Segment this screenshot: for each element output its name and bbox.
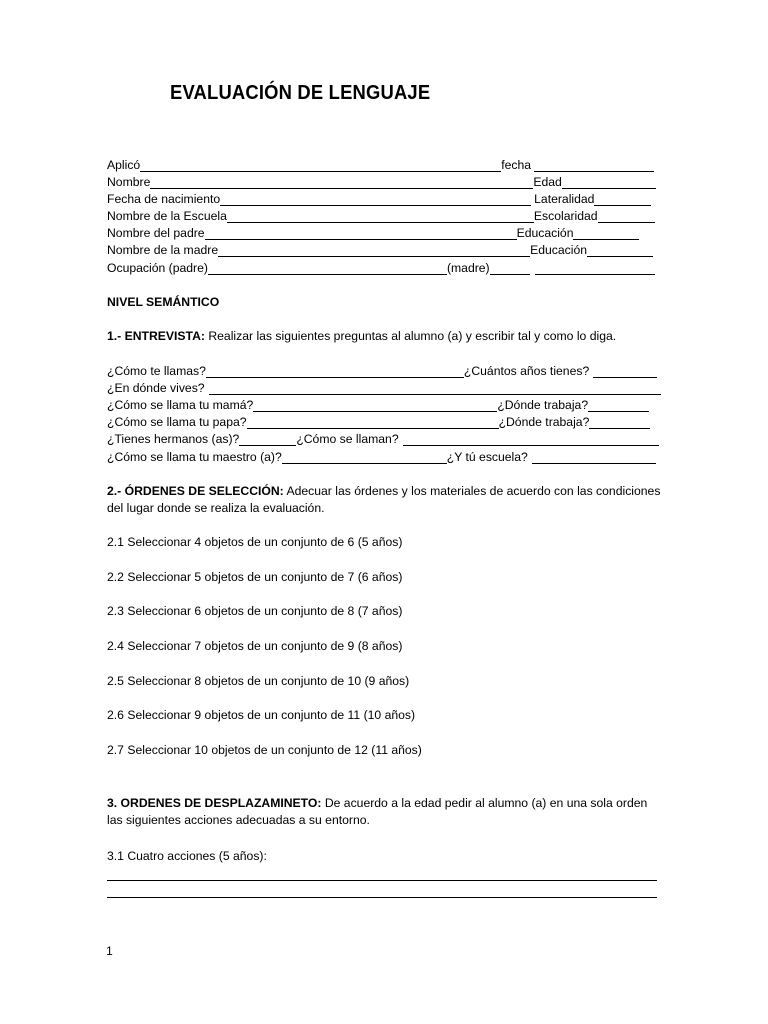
seleccion-item: 2.7 Seleccionar 10 objetos de un conjunto de 12 (11 años) — [107, 743, 422, 757]
interview-row-5 — [107, 429, 659, 446]
seleccion-label: 2.- ÓRDENES DE SELECCIÓN: — [107, 484, 284, 498]
ocupacion-madre-label: (madre) — [446, 261, 490, 275]
edad-label: Edad — [533, 175, 562, 189]
q-hermanos-field[interactable] — [239, 433, 296, 446]
fecha-nacimiento-label: Fecha de nacimiento — [107, 192, 221, 206]
q-nombre: ¿Cómo te llamas? — [107, 364, 206, 378]
fecha-field[interactable] — [534, 159, 654, 172]
nombre-label: Nombre — [107, 175, 151, 189]
interview-row-3 — [107, 395, 649, 412]
desplazamiento-instructions — [107, 795, 663, 829]
answer-line-1[interactable] — [107, 880, 657, 881]
fecha-nacimiento-field[interactable] — [220, 193, 531, 206]
page-title: EVALUACIÓN DE LENGUAJE — [170, 82, 431, 104]
q-maestro-field[interactable] — [282, 451, 447, 464]
entrevista-text: Realizar las siguientes preguntas al alumno (a) y escribir tal y como lo diga. — [204, 329, 617, 343]
q-hermanos-nombres: ¿Cómo se llaman? — [296, 432, 399, 446]
nombre-field[interactable] — [150, 176, 533, 189]
edad-field[interactable] — [562, 176, 656, 189]
ocupacion-madre-field[interactable] — [490, 262, 530, 275]
seleccion-item: 2.5 Seleccionar 8 objetos de un conjunto de 10 (9 años) — [107, 674, 410, 688]
q-mama-trabajo: ¿Dónde trabaja? — [497, 398, 589, 412]
escuela-field[interactable] — [227, 210, 534, 223]
form-row-nombre — [107, 172, 656, 189]
q-mama: ¿Cómo se llama tu mamá? — [107, 398, 254, 412]
interview-row-4 — [107, 412, 650, 429]
interview-row-1 — [107, 361, 657, 378]
padre-field[interactable] — [205, 227, 517, 240]
padre-label: Nombre del padre — [107, 226, 205, 240]
seleccion-item: 2.6 Seleccionar 9 objetos de un conjunto de 11 (10 años) — [107, 708, 416, 722]
ocupacion-madre-field-2[interactable] — [535, 262, 655, 275]
form-row-aplico — [107, 155, 654, 172]
educacion-madre-label: Educación — [530, 243, 588, 257]
madre-label: Nombre de la madre — [107, 243, 219, 257]
educacion-padre-label: Educación — [516, 226, 574, 240]
desplazamiento-label: 3. ORDENES DE DESPLAZAMINETO: — [107, 796, 322, 810]
interview-row-6 — [107, 447, 656, 464]
interview-row-2 — [107, 378, 661, 395]
entrevista-label: 1.- ENTREVISTA: — [107, 329, 205, 343]
q-papa-field[interactable] — [247, 416, 499, 429]
seleccion-item: 2.2 Seleccionar 5 objetos de un conjunto de 7 (6 años) — [107, 570, 403, 584]
desplazamiento-text: De acuerdo a la edad pedir al alumno (a) en una sola orden las siguientes acciones adecuadas a su entorno. — [107, 796, 648, 827]
seleccion-instructions — [107, 483, 663, 517]
answer-line-2[interactable] — [107, 897, 657, 898]
escolaridad-label: Escolaridad — [533, 209, 598, 223]
q-mama-field[interactable] — [253, 399, 497, 412]
page-number: 1 — [106, 944, 113, 958]
q-escuela: ¿Y tú escuela? — [446, 450, 528, 464]
educacion-padre-field[interactable] — [573, 227, 639, 240]
form-row-nacimiento — [107, 189, 651, 206]
seleccion-item: 2.4 Seleccionar 7 objetos de un conjunto de 9 (8 años) — [107, 639, 403, 653]
lateralidad-label: Lateralidad — [534, 192, 595, 206]
form-row-padre — [107, 223, 639, 240]
q-hermanos-nombres-field[interactable] — [403, 433, 659, 446]
desplazamiento-item: 3.1 Cuatro acciones (5 años): — [107, 849, 267, 863]
aplico-label: Aplicó — [107, 158, 141, 172]
q-papa-trabajo: ¿Dónde trabaja? — [498, 415, 590, 429]
seleccion-text: Adecuar las órdenes y los materiales de acuerdo con las condiciones del lugar donde se realiza la evaluación. — [107, 484, 661, 515]
q-maestro: ¿Cómo se llama tu maestro (a)? — [107, 450, 282, 464]
seleccion-item: 2.3 Seleccionar 6 objetos de un conjunto de 8 (7 años) — [107, 604, 403, 618]
lateralidad-field[interactable] — [594, 193, 651, 206]
aplico-field[interactable] — [140, 159, 501, 172]
q-mama-trabajo-field[interactable] — [588, 399, 649, 412]
form-row-madre — [107, 240, 653, 257]
madre-field[interactable] — [218, 244, 530, 257]
q-vives: ¿En dónde vives? — [107, 381, 205, 395]
q-vives-field[interactable] — [209, 382, 661, 395]
q-escuela-field[interactable] — [532, 451, 656, 464]
educacion-madre-field[interactable] — [587, 244, 653, 257]
ocupacion-padre-field[interactable] — [208, 262, 447, 275]
q-papa-trabajo-field[interactable] — [589, 416, 650, 429]
ocupacion-padre-label: Ocupación (padre) — [107, 261, 208, 275]
seleccion-item: 2.1 Seleccionar 4 objetos de un conjunto de 6 (5 años) — [107, 535, 403, 549]
q-edad: ¿Cuántos años tienes? — [463, 364, 590, 378]
form-row-escuela — [107, 206, 655, 223]
q-nombre-field[interactable] — [206, 365, 464, 378]
q-hermanos: ¿Tienes hermanos (as)? — [107, 432, 240, 446]
section-heading-semantico: NIVEL SEMÁNTICO — [107, 295, 220, 309]
q-papa: ¿Cómo se llama tu papa? — [107, 415, 247, 429]
entrevista-instructions — [107, 328, 663, 345]
fecha-label: fecha — [501, 158, 532, 172]
escolaridad-field[interactable] — [598, 210, 655, 223]
escuela-label: Nombre de la Escuela — [107, 209, 227, 223]
q-edad-field[interactable] — [593, 365, 657, 378]
form-row-ocupacion — [107, 258, 655, 275]
